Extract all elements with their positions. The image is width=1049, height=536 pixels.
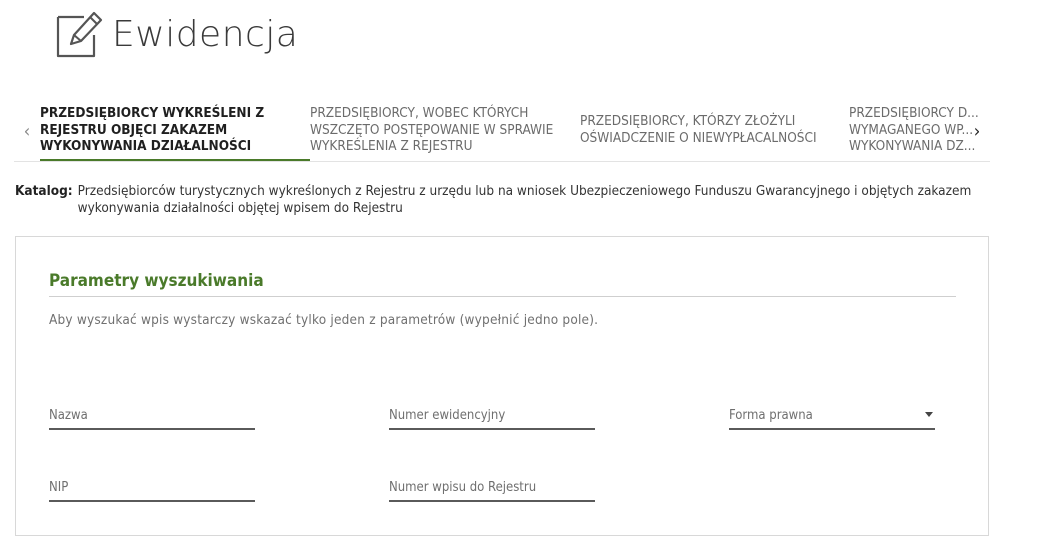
forma-prawna-select[interactable] bbox=[729, 404, 935, 430]
numer-ewidencyjny-placeholder: Numer ewidencyjny bbox=[389, 408, 506, 423]
tab-niewyplacalnosc[interactable]: PRZEDSIĘBIORCY, KTÓRZY ZŁOŻYLI OŚWIADCZENIE O NIEWYPŁACALNOŚCI bbox=[580, 113, 817, 146]
numer-ewidencyjny-input[interactable] bbox=[389, 404, 595, 430]
search-section-title: Parametry wyszukiwania bbox=[49, 271, 264, 291]
numer-wpisu-input[interactable] bbox=[389, 476, 595, 502]
tab-wszczete-postepowanie[interactable]: PRZEDSIĘBIORCY, WOBEC KTÓRYCH WSZCZĘTO POSTĘPOWANIE W SPRAWIE WYKREŚLENIA Z REJESTRU bbox=[310, 105, 554, 154]
search-hint: Aby wyszukać wpis wystarczy wskazać tylko jeden z parametrów (wypełnić jedno pole). bbox=[49, 312, 599, 328]
page-header bbox=[54, 8, 298, 60]
nazwa-input[interactable] bbox=[49, 404, 255, 430]
edit-note-icon bbox=[54, 9, 104, 59]
nip-placeholder: NIP bbox=[49, 480, 69, 495]
chevron-right-icon[interactable]: › bbox=[973, 121, 981, 142]
nazwa-placeholder: Nazwa bbox=[49, 408, 88, 423]
catalog-info bbox=[15, 183, 975, 216]
nip-input[interactable] bbox=[49, 476, 255, 502]
catalog-description: Przedsiębiorców turystycznych wykreślonych z Rejestru z urzędu lub na wniosek Ubezpieczeniowego Funduszu Gwarancyjnego i objętych zakazem wykonywania działalności objętej wpisem do Rejestru bbox=[77, 183, 972, 216]
dropdown-caret-icon bbox=[925, 412, 933, 417]
tab-wymaganego-wpisu[interactable]: PRZEDSIĘBIORCY D... WYMAGANEGO WP... WYKONYWANIA DZ... bbox=[849, 105, 979, 154]
forma-prawna-placeholder: Forma prawna bbox=[729, 408, 813, 423]
numer-wpisu-placeholder: Numer wpisu do Rejestru bbox=[389, 480, 537, 495]
tabs-viewport bbox=[40, 100, 979, 162]
catalog-label: Katalog: bbox=[15, 183, 73, 199]
search-panel bbox=[15, 236, 989, 536]
register-tabs bbox=[14, 100, 990, 162]
tab-wykresleni[interactable]: PRZEDSIĘBIORCY WYKREŚLENI Z REJESTRU OBJĘCI ZAKAZEM WYKONYWANIA DZIAŁALNOŚCI bbox=[40, 105, 310, 161]
page-title: Ewidencja bbox=[112, 13, 299, 55]
chevron-left-icon[interactable]: ‹ bbox=[23, 121, 31, 142]
section-divider bbox=[49, 296, 956, 297]
